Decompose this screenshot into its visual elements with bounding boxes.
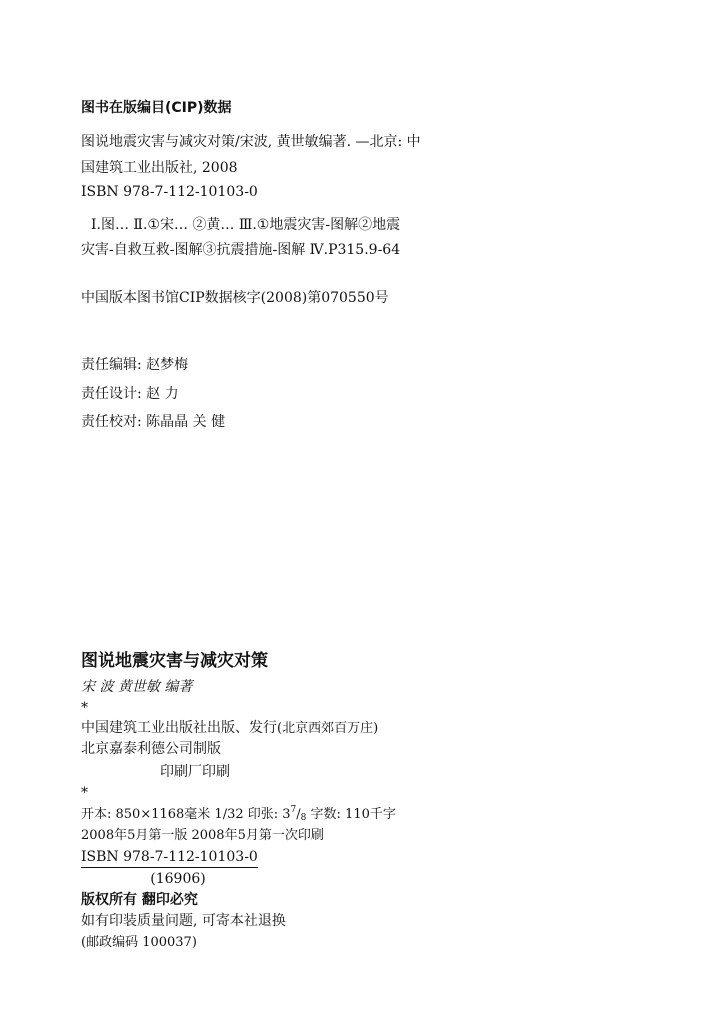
separator-star-2: *: [81, 785, 88, 801]
separator-star-1: *: [81, 700, 88, 716]
isbn-text: ISBN 978-7-112-10103-0: [81, 849, 258, 868]
spec-suffix: 字数: 110千字: [306, 807, 396, 822]
cip-line-5: 灾害-自救互救-图解③抗震措施-图解 Ⅳ.P315.9-64: [81, 242, 401, 258]
spec-sup: 7: [290, 805, 297, 815]
credit-editor: 责任编辑: 赵梦梅: [81, 357, 189, 373]
colophon-printer: 印刷厂印刷: [160, 764, 230, 780]
publisher-name: 中国建筑工业出版社出版、发行: [81, 720, 277, 736]
spec-prefix: 开本: 850×1168毫米 1/32 印张: 3: [81, 807, 291, 822]
colophon-publisher: [81, 719, 378, 738]
publisher-address: (北京西郊百万庄): [277, 721, 379, 736]
code-text: (16906): [150, 871, 206, 887]
cip-line-2: 国建筑工业出版社, 2008: [81, 160, 238, 176]
colophon-rights: 版权所有 翻印必究: [81, 892, 198, 908]
credit-proofreader: 责任校对: 陈晶晶 关 健: [81, 414, 226, 430]
colophon-typesetter: 北京嘉泰利德公司制版: [81, 741, 221, 757]
colophon-code: [81, 870, 275, 888]
spec-sub: 8: [300, 813, 307, 823]
cip-line-4: Ⅰ.图… Ⅱ.①宋… ②黄… Ⅲ.①地震灾害-图解②地震: [91, 217, 401, 233]
colophon-edition: 2008年5月第一版 2008年5月第一次印刷: [81, 828, 324, 843]
cip-line-3: ISBN 978-7-112-10103-0: [81, 184, 258, 200]
cip-catalog-note: 中国版本图书馆CIP数据核字(2008)第070550号: [81, 290, 389, 306]
cip-line-1: 图说地震灾害与减灾对策/宋波, 黄世敏编著. —北京: 中: [81, 134, 421, 150]
colophon-authors: 宋 波 黄世敏 编著: [81, 679, 193, 695]
cip-heading: 图书在版编目(CIP)数据: [81, 100, 232, 116]
colophon-title: 图说地震灾害与减灾对策: [81, 651, 268, 671]
colophon-postcode: (邮政编码 100037): [81, 935, 197, 950]
colophon-spec: 开本: 850×1168毫米 1/32 印张: $3^7/8$ 字数: 110千字: [81, 805, 396, 823]
credit-designer: 责任设计: 赵 力: [81, 386, 179, 402]
colophon-isbn: [81, 848, 258, 866]
colophon-return-note: 如有印装质量问题, 可寄本社退换: [81, 913, 286, 929]
